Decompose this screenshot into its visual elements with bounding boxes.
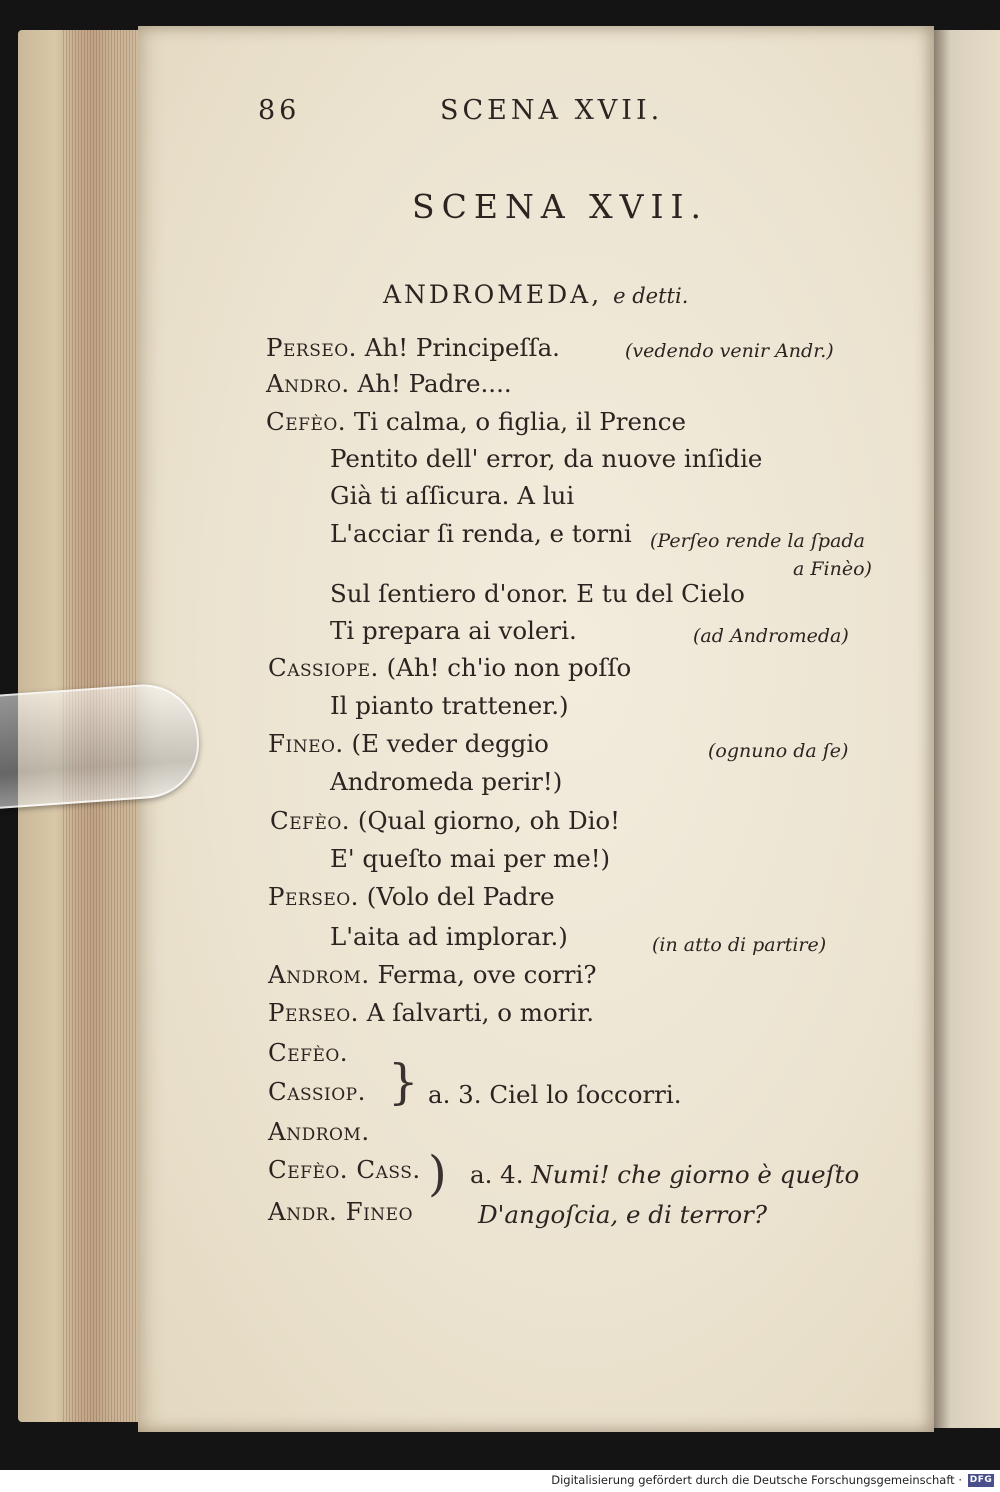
stage-direction: (ognuno da ſe) [708,740,849,762]
dialogue-line [268,960,597,989]
speaker-name: Cefèo. [270,806,351,835]
stage-direction: (vedendo venir Andr.) [625,340,834,362]
stage-direction: (in atto di partire) [652,934,827,956]
facing-page [934,30,1000,1428]
trio-speaker: Cefèo. [268,1038,349,1067]
trio-speaker: Androm. [268,1117,370,1146]
dialogue-line: Andromeda perir!) [330,767,563,796]
ensemble-text: Numi! che giorno è queſto [531,1160,860,1189]
brace-mark: } [388,1054,419,1110]
scene-cast [383,282,688,307]
dialogue-line: Ti prepara ai voleri. [330,616,577,645]
dialogue-line [266,333,560,362]
dialogue-line [266,407,687,436]
ensemble-text: Ciel lo ſoccorri. [489,1080,682,1109]
dialogue-line: E' queſto mai per me!) [330,844,611,873]
line-text: Ti calma, o figlia, il Prence [353,407,687,436]
parenthesis-mark: ) [428,1146,447,1202]
scanner-clip [0,681,203,809]
dialogue-line [266,369,512,398]
running-title: SCENA XVII. [440,95,664,126]
ensemble-line [470,1160,860,1189]
dialogue-line: Il pianto trattener.) [330,691,569,720]
dfg-logo: DFG [969,1475,993,1485]
dialogue-line [268,729,549,758]
cast-note: e detti. [613,284,689,308]
speaker-name: Perseo. [266,333,357,362]
ensemble-text: D'angoſcia, e di terror? [478,1200,767,1229]
dialogue-line: Sul ſentiero d'onor. E tu del Cielo [330,579,745,608]
ensemble-marker: a. 4. [470,1160,524,1189]
page-number: 86 [258,95,301,126]
ensemble-marker: a. 3. [428,1080,482,1109]
line-text: Ah! Padre.... [357,369,512,398]
dialogue-line [268,998,595,1027]
dialogue-line: Pentito dell' error, da nuove inſidie [330,444,763,473]
stage-direction: (Perſeo rende la ſpada [650,530,865,552]
speaker-name: Andro. [266,369,350,398]
digitization-credit: Digitalisierung gefördert durch die Deutsche Forschungsgemeinschaft · [551,1473,962,1487]
line-text: (Ah! ch'io non poſſo [386,653,632,682]
quartet-speaker: Andr. Fineo [268,1197,414,1226]
speaker-name: Cefèo. [266,407,347,436]
quartet-speaker: Cefèo. Cass. [268,1155,421,1184]
speaker-name: Cassiope. [268,653,379,682]
dialogue-line: Già ti aſſicura. A lui [330,481,575,510]
ensemble-line [428,1080,682,1109]
dialogue-line: L'aita ad implorar.) [330,922,568,951]
trio-speaker: Cassiop. [268,1077,366,1106]
line-text: (E veder deggio [351,729,549,758]
dialogue-line: L'acciar ſi renda, e torni [330,519,632,548]
stage-direction: a Finèo) [793,558,872,580]
speaker-name: Androm. [268,960,370,989]
line-text: Ah! Principeſſa. [364,333,560,362]
dialogue-line [268,653,632,682]
scene-title: SCENA XVII. [412,187,709,226]
speaker-name: Perseo. [268,882,359,911]
stage-direction: (ad Andromeda) [693,625,849,647]
line-text: Ferma, ove corri? [377,960,597,989]
speaker-name: Fineo. [268,729,344,758]
speaker-name: Perseo. [268,998,359,1027]
line-text: (Volo del Padre [366,882,555,911]
cast-name: ANDROMEDA, [383,280,603,309]
dialogue-line [270,806,621,835]
dialogue-line [268,882,555,911]
line-text: A ſalvarti, o morir. [366,998,595,1027]
line-text: (Qual giorno, oh Dio! [357,806,621,835]
